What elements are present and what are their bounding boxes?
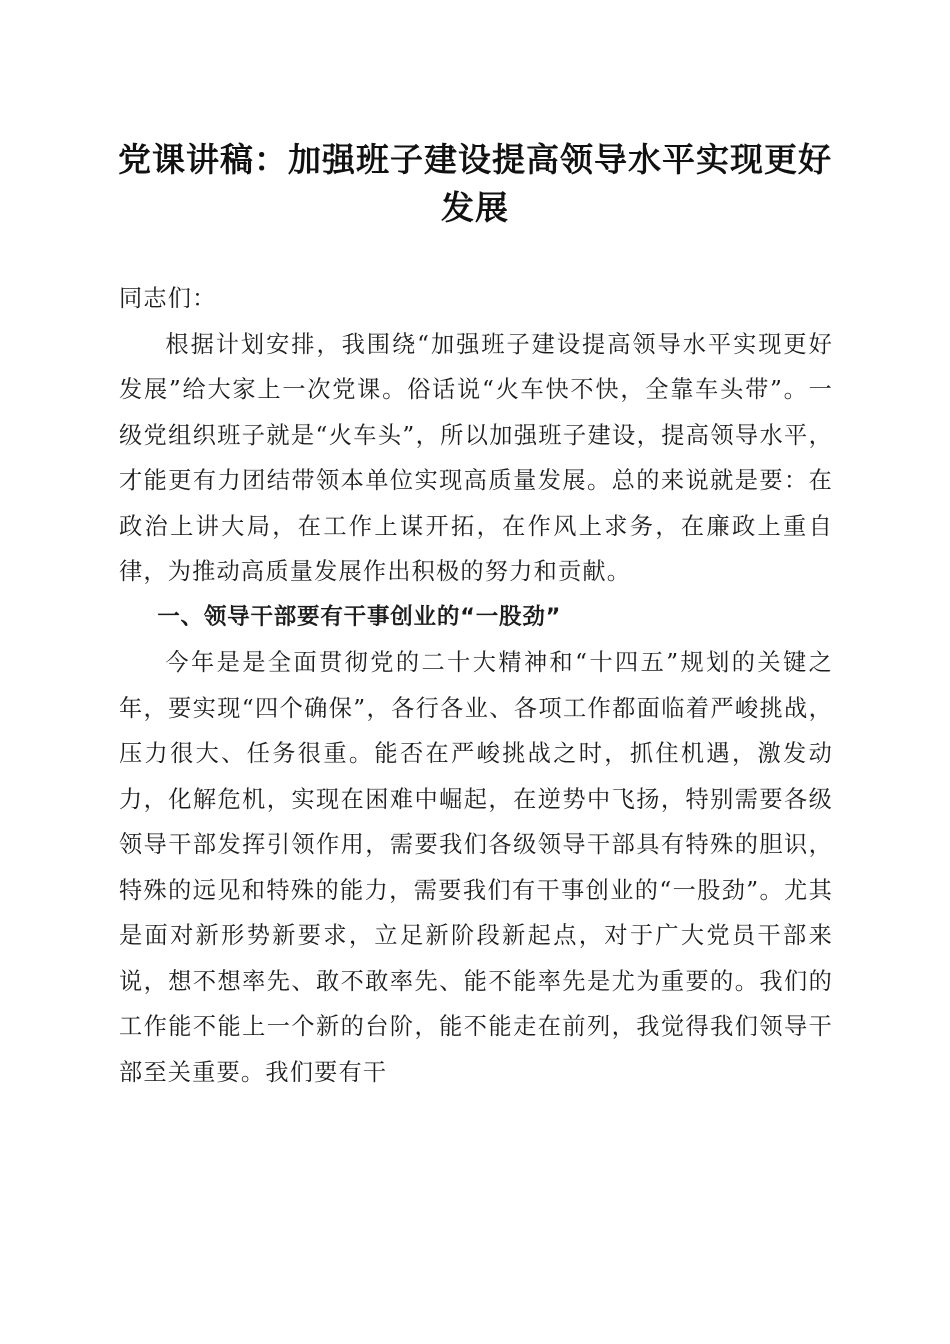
section-paragraph: 今年是是全面贯彻党的二十大精神和“十四五”规划的关键之年，要实现“四个确保”，各行各业、各项工作都面临着严峻挑战，压力很大、任务很重。能否在严峻挑战之时，抓住机遇，激发动力，化解危机，实现在困难中崛起，在逆势中飞扬，特别需要各级领导干部发挥引领作用，需要我们各级领导干部具有特殊的胆识，特殊的远见和特殊的能力，需要我们有干事创业的“一股劲”。尤其是面对新形势新要求，立足新阶段新起点，对于广大党员干部来说，想不想率先、敢不敢率先、能不能率先是尤为重要的。我们的工作能不能上一个新的台阶，能不能走在前列，我觉得我们领导干部至关重要。我们要有干 (119, 649, 833, 1086)
document-body (119, 276, 833, 1095)
section-heading: 一、领导干部要有干事创业的“一股劲” (157, 603, 562, 630)
intro-paragraph: 根据计划安排，我围绕“加强班子建设提高领导水平实现更好发展”给大家上一次党课。俗话说“火车快不快，全靠车头带”。一级党组织班子就是“火车头”，所以加强班子建设，提高领导水平，才能更有力团结带领本单位实现高质量发展。总的来说就是要：在政治上讲大局，在工作上谋开拓，在作风上求务，在廉政上重自律，为推动高质量发展作出积极的努力和贡献。 (119, 330, 833, 585)
salutation: 同志们： (119, 285, 217, 312)
document-title: 党课讲稿：加强班子建设提高领导水平实现更好发展 (118, 140, 832, 227)
